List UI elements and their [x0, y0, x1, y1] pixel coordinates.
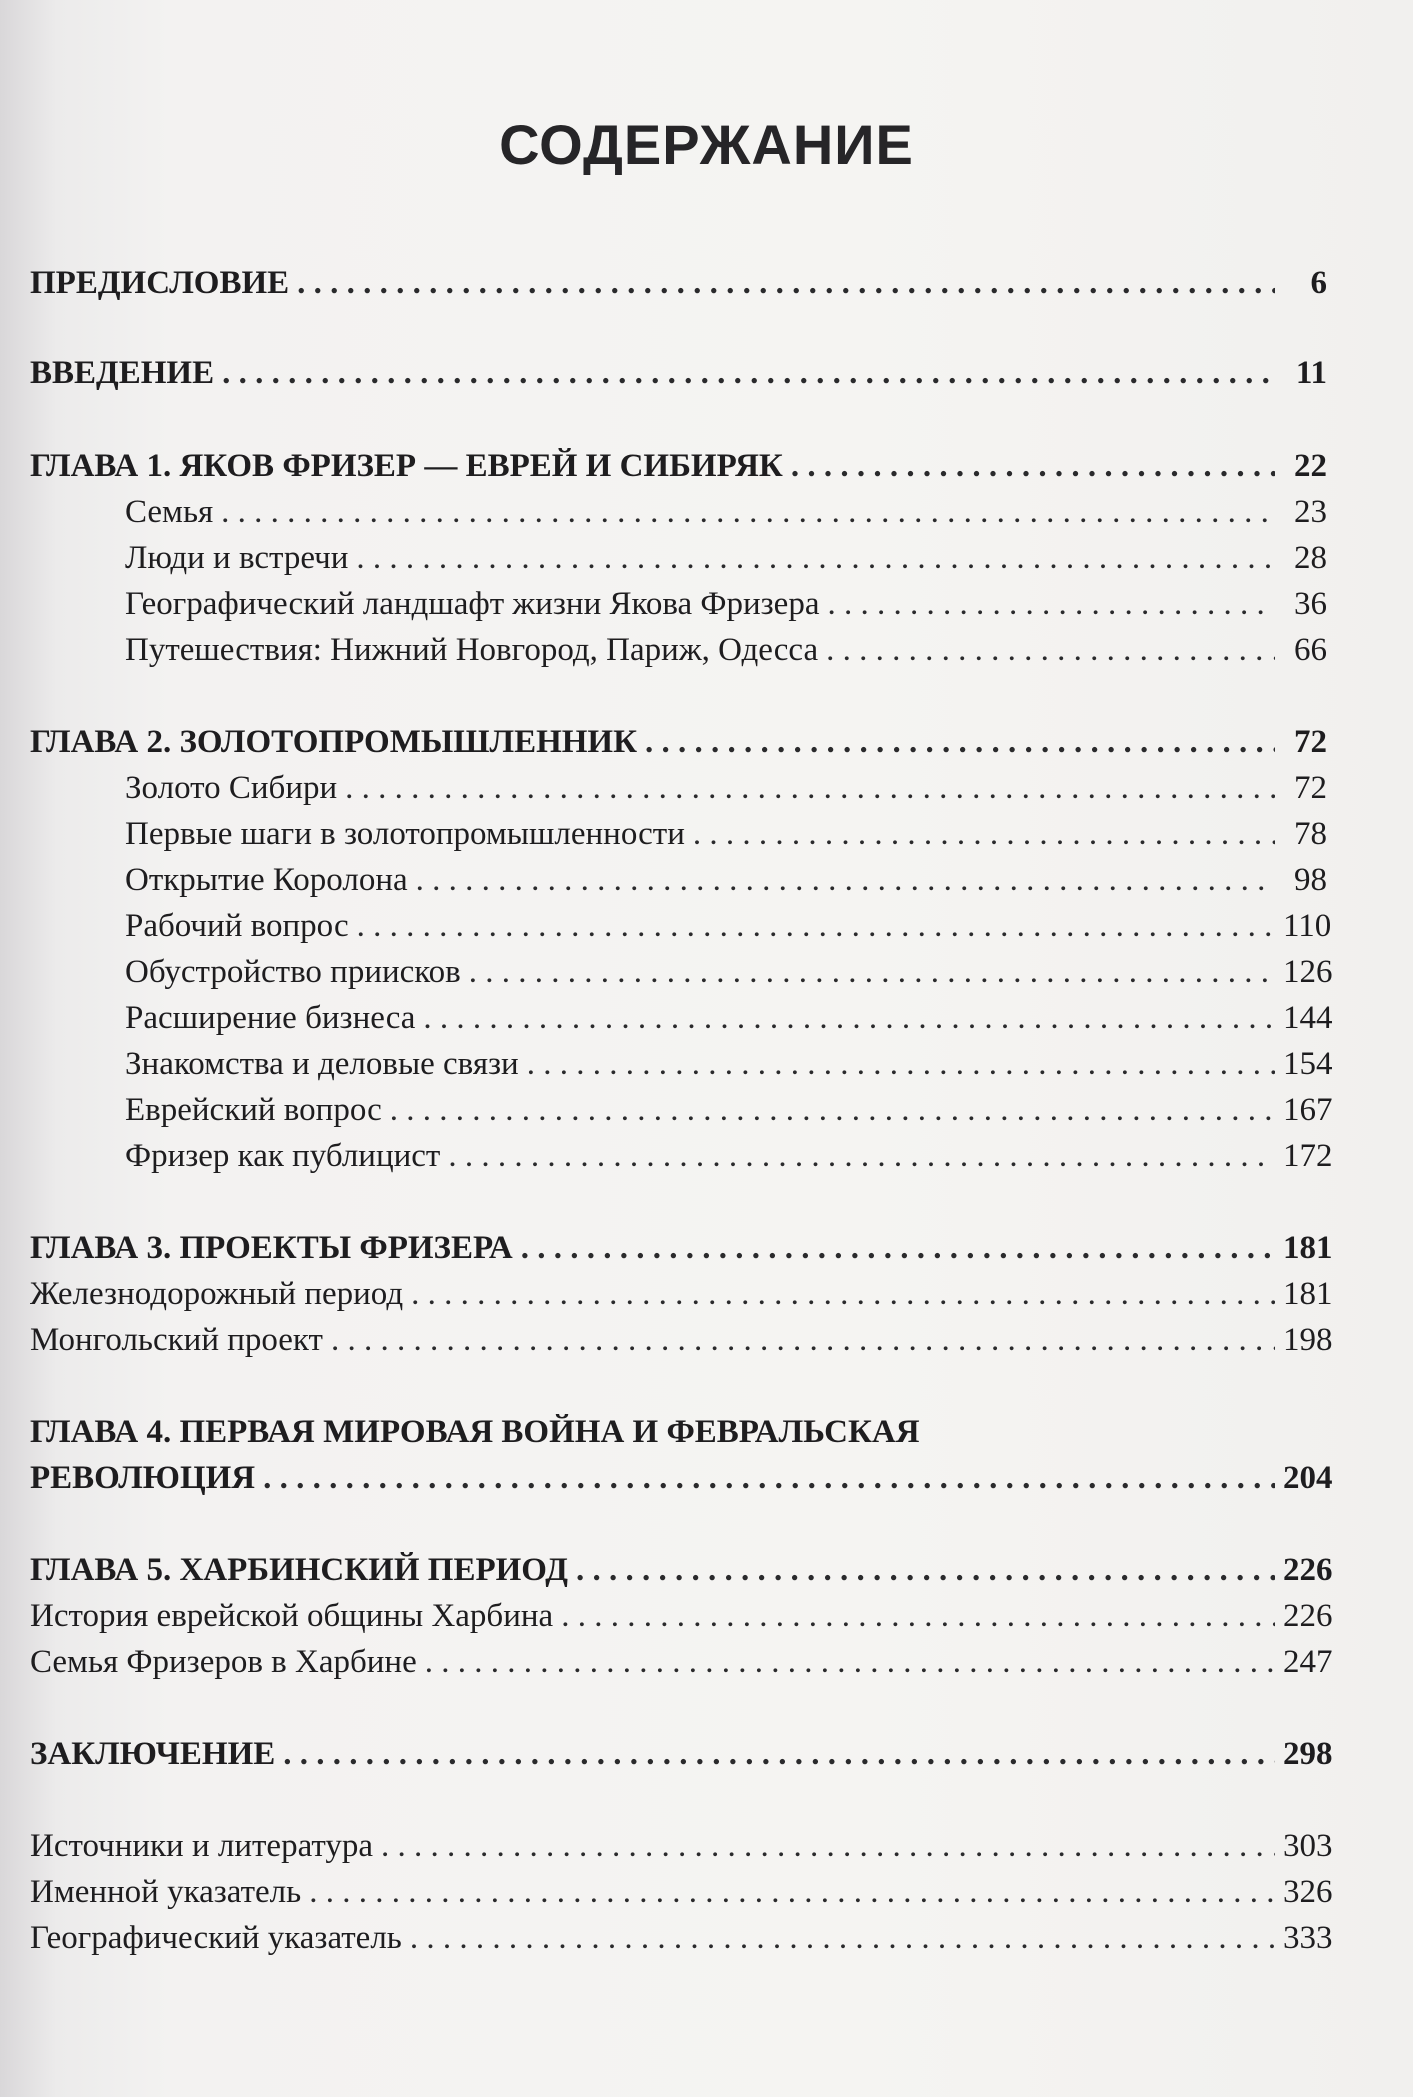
toc-entry-section	[125, 768, 1327, 808]
toc-entry-page: 110	[1283, 908, 1332, 944]
toc-entry-page: 126	[1283, 954, 1333, 990]
toc-entry-label: ВВЕДЕНИЕ	[30, 355, 215, 391]
toc-entry-page: 23	[1294, 494, 1327, 530]
toc-entry-label: ГЛАВА 2. ЗОЛОТОПРОМЫШЛЕННИК	[30, 724, 638, 760]
toc-entry-section	[30, 1320, 1333, 1360]
toc-entry-page: 198	[1283, 1322, 1333, 1358]
leader-dots	[791, 446, 1275, 486]
toc-entry-section	[30, 1274, 1333, 1314]
toc-entry-page: 333	[1283, 1920, 1333, 1956]
toc-entry-section	[125, 1136, 1333, 1176]
toc-entry-section	[125, 584, 1327, 624]
toc-entry-label: Источники и литература	[30, 1828, 374, 1864]
leader-dots	[331, 1320, 1275, 1360]
toc-entry-page: 172	[1283, 1138, 1333, 1174]
toc-entry-page: 181	[1283, 1230, 1333, 1266]
toc-entry-page: 181	[1283, 1276, 1333, 1312]
toc-entry-geo-index	[30, 1918, 1333, 1958]
toc-entry-section	[125, 492, 1327, 532]
toc-entry-section	[125, 1090, 1333, 1130]
toc-entry-page: 144	[1283, 1000, 1333, 1036]
toc-entry-page: 66	[1294, 632, 1327, 668]
leader-dots	[645, 722, 1275, 762]
toc-entry-sources	[30, 1826, 1333, 1866]
leader-dots	[576, 1550, 1275, 1590]
toc-entry-section	[125, 630, 1327, 670]
toc-entry-label: Открытие Королона	[125, 862, 408, 898]
leader-dots	[309, 1872, 1275, 1912]
toc-entry-page: 22	[1294, 448, 1327, 484]
toc-entry-section	[30, 1596, 1333, 1636]
leader-dots	[411, 1274, 1275, 1314]
toc-entry-label: Географический ландшафт жизни Якова Фризера	[125, 586, 820, 622]
toc-entry-label: Монгольский проект	[30, 1322, 323, 1358]
leader-dots	[283, 1734, 1275, 1774]
toc-entry-label: История еврейской общины Харбина	[30, 1598, 554, 1634]
leader-dots	[561, 1596, 1275, 1636]
leader-dots	[410, 1918, 1275, 1958]
toc-entry-chapter-4-line-1: ГЛАВА 4. ПЕРВАЯ МИРОВАЯ ВОЙНА И ФЕВРАЛЬСКАЯ	[30, 1414, 920, 1450]
leader-dots	[297, 263, 1275, 303]
toc-entry-page: 72	[1294, 724, 1327, 760]
toc-entry-conclusion	[30, 1734, 1333, 1774]
toc-entry-preface	[30, 263, 1327, 303]
toc-entry-section	[125, 952, 1333, 992]
leader-dots	[827, 584, 1275, 624]
toc-entry-section	[125, 538, 1327, 578]
leader-dots	[693, 814, 1275, 854]
toc-entry-section	[125, 998, 1333, 1038]
toc-entry-chapter-1	[30, 446, 1327, 486]
toc-entry-label: Железнодорожный период	[30, 1276, 404, 1312]
leader-dots	[222, 353, 1275, 393]
toc-entry-introduction	[30, 353, 1327, 393]
toc-entry-label: Семья	[125, 494, 214, 530]
toc-entry-label: Семья Фризеров в Харбине	[30, 1644, 417, 1680]
toc-entry-label: Путешествия: Нижний Новгород, Париж, Одесса	[125, 632, 819, 668]
toc-entry-chapter-4	[30, 1458, 1333, 1498]
toc-entry-label: Знакомства и деловые связи	[125, 1046, 519, 1082]
toc-entry-page: 78	[1294, 816, 1327, 852]
toc-entry-page: 98	[1294, 862, 1327, 898]
leader-dots	[448, 1136, 1275, 1176]
page-title: СОДЕРЖАНИЕ	[499, 113, 914, 176]
leader-dots	[416, 860, 1275, 900]
leader-dots	[263, 1458, 1275, 1498]
toc-entry-page: 226	[1283, 1552, 1333, 1588]
toc-entry-page: 28	[1294, 540, 1327, 576]
leader-dots	[381, 1826, 1275, 1866]
toc-entry-label: ПРЕДИСЛОВИЕ	[30, 265, 290, 301]
leader-dots	[826, 630, 1275, 670]
toc-entry-page: 11	[1295, 355, 1327, 391]
toc-entry-label: Рабочий вопрос	[125, 908, 349, 944]
toc-entry-page: 226	[1283, 1598, 1333, 1634]
toc-entry-page: 154	[1283, 1046, 1333, 1082]
toc-entry-label: Именной указатель	[30, 1874, 302, 1910]
toc-entry-label: Первые шаги в золотопромышленности	[125, 816, 685, 852]
toc-entry-chapter-2	[30, 722, 1327, 762]
toc-entry-label: Люди и встречи	[125, 540, 349, 576]
toc-entry-section	[30, 1642, 1333, 1682]
toc-entry-chapter-3	[30, 1228, 1333, 1268]
toc-entry-chapter-5	[30, 1550, 1333, 1590]
toc-entry-page: 247	[1283, 1644, 1333, 1680]
toc-entry-page: 167	[1283, 1092, 1333, 1128]
toc-entry-label: Расширение бизнеса	[125, 1000, 416, 1036]
leader-dots	[345, 768, 1275, 808]
toc-entry-page: 326	[1283, 1874, 1333, 1910]
toc-entry-label: ГЛАВА 3. ПРОЕКТЫ ФРИЗЕРА	[30, 1230, 513, 1266]
toc-entry-page: 204	[1283, 1460, 1333, 1496]
leader-dots	[521, 1228, 1275, 1268]
toc-entry-label: Обустройство приисков	[125, 954, 461, 990]
leader-dots	[357, 906, 1275, 946]
toc-entry-page: 298	[1283, 1736, 1333, 1772]
toc-entry-label: Еврейский вопрос	[125, 1092, 382, 1128]
toc-entry-page: 6	[1310, 265, 1327, 301]
toc-entry-label: Фризер как публицист	[125, 1138, 441, 1174]
toc-entry-label: Географический указатель	[30, 1920, 402, 1956]
leader-dots	[356, 538, 1275, 578]
toc-entry-label: Золото Сибири	[125, 770, 338, 806]
toc-entry-page: 303	[1283, 1828, 1333, 1864]
toc-entry-name-index	[30, 1872, 1333, 1912]
toc-entry-page: 72	[1294, 770, 1327, 806]
leader-dots	[425, 1642, 1275, 1682]
toc-entry-section	[125, 860, 1327, 900]
leader-dots	[221, 492, 1275, 532]
toc-entry-label: ГЛАВА 5. ХАРБИНСКИЙ ПЕРИОД	[30, 1552, 569, 1588]
toc-entry-section	[125, 1044, 1333, 1084]
toc-entry-label: РЕВОЛЮЦИЯ	[30, 1460, 256, 1496]
toc-entry-section	[125, 906, 1332, 946]
toc-entry-label: ЗАКЛЮЧЕНИЕ	[30, 1736, 276, 1772]
toc-entry-label: ГЛАВА 1. ЯКОВ ФРИЗЕР — ЕВРЕЙ И СИБИРЯК	[30, 448, 783, 484]
leader-dots	[423, 998, 1275, 1038]
leader-dots	[527, 1044, 1275, 1084]
leader-dots	[469, 952, 1275, 992]
toc-entry-page: 36	[1294, 586, 1327, 622]
toc-entry-section	[125, 814, 1327, 854]
leader-dots	[390, 1090, 1275, 1130]
